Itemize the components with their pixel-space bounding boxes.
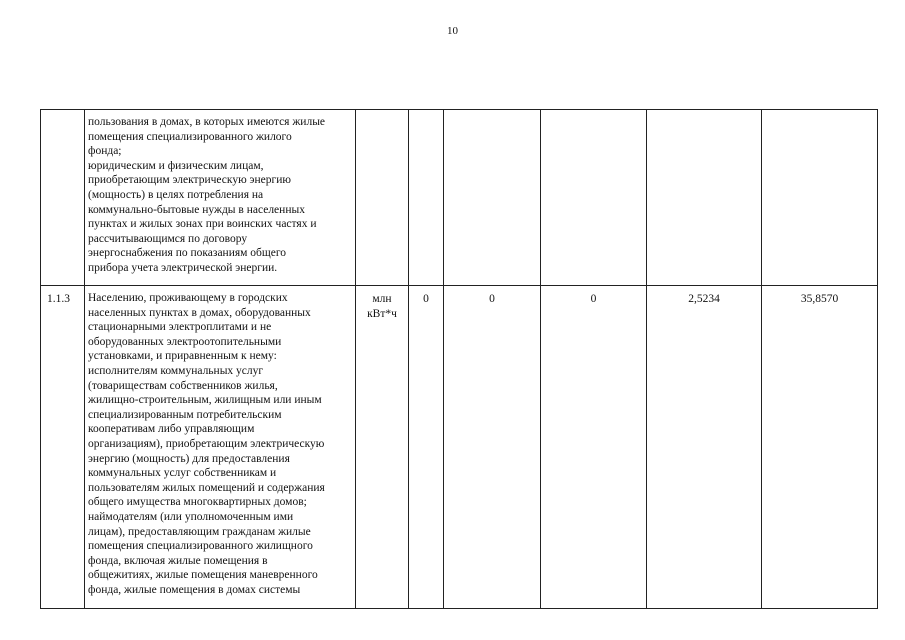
tariff-table <box>40 109 878 609</box>
value-cell: 0 <box>409 286 444 609</box>
page-number: 10 <box>447 25 458 37</box>
row-number: 1.1.3 <box>41 286 85 609</box>
row-unit: млн кВт*ч <box>356 286 409 609</box>
value-cell: 0 <box>444 286 541 609</box>
row-description: пользования в домах, в которых имеются жилые помещения специализированного жилого фонда; юридическим и физическим лицам, приобретающим электрическую энергию (мощность) в целях потребления на коммунально-бытовые нужды в населенных пунктах и жилых зонах при воинских частях и рассчитывающимся по договору энергоснабжения по показаниям общего прибора учета электрической энергии. <box>85 110 356 286</box>
value-cell <box>647 110 762 286</box>
table-row <box>41 110 878 286</box>
row-number <box>41 110 85 286</box>
value-cell <box>444 110 541 286</box>
value-cell: 35,8570 <box>762 286 878 609</box>
value-cell: 0 <box>541 286 647 609</box>
value-cell <box>762 110 878 286</box>
row-description: Населению, проживающему в городских населенных пунктах в домах, оборудованных стационарными электроплитами и не оборудованных электроотопительными установками, и приравненным к нему: исполнителям коммунальных услуг (товариществам собственников жилья, жилищно-строительным, жилищным или иным специализированным потребительским кооперативам либо управляющим организациям), приобретающим электрическую энергию (мощность) для предоставления коммунальных услуг собственникам и пользователям жилых помещений и содержания общего имущества многоквартирных домов; наймодателям (или уполномоченным ими лицам), предоставляющим гражданам жилые помещения специализированного жилищного фонда, включая жилые помещения в общежитиях, жилые помещения маневренного фонда, жилые помещения в домах системы <box>85 286 356 609</box>
row-unit <box>356 110 409 286</box>
value-cell <box>409 110 444 286</box>
value-cell <box>541 110 647 286</box>
table-row <box>41 286 878 609</box>
value-cell: 2,5234 <box>647 286 762 609</box>
